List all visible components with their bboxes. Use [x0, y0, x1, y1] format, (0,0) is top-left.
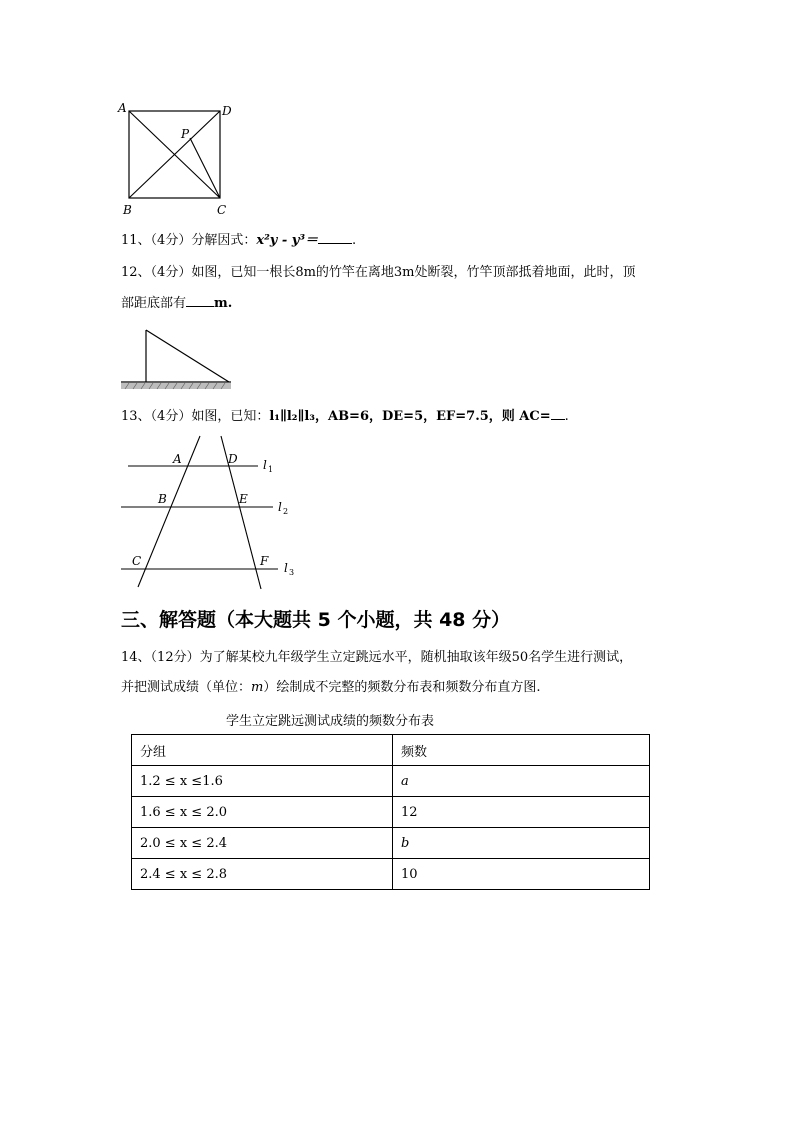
label-l2-sub: 2	[283, 507, 289, 516]
question-14-line1: 14、（12分）为了解某校九年级学生立定跳远水平，随机抽取该年级50名学生进行测试，	[121, 650, 633, 665]
q14-line2-pre: 并把测试成绩（单位：	[121, 680, 252, 695]
question-11	[121, 229, 356, 248]
parallel-lines-figure	[118, 432, 303, 592]
label-p: P	[181, 127, 190, 141]
question-12-line1: 12、（4分）如图，已知一根长8m的竹竿在离地3m处断裂，竹竿顶部抵着地面，此时，顶	[121, 265, 636, 280]
row-count: b	[393, 828, 650, 859]
q14-unit: m	[251, 680, 264, 695]
bamboo-figure	[121, 320, 233, 392]
label-l3-sub: 3	[289, 568, 295, 577]
q13-text: 13、（4分）如图，已知：	[121, 409, 270, 424]
q12-answer-blank[interactable]	[186, 294, 214, 307]
label-e: E	[239, 492, 248, 506]
q13-answer-blank[interactable]	[551, 407, 565, 420]
square-figure	[115, 98, 240, 220]
label-c: C	[132, 554, 142, 568]
section-3-title: 三、解答题（本大题共 5 个小题，共 48 分）	[121, 609, 511, 631]
transversal-df	[221, 436, 261, 589]
row-group: 2.4 ≤ x ≤ 2.8	[132, 859, 393, 890]
label-b: B	[158, 492, 167, 506]
segment-pc	[190, 138, 220, 198]
table-row	[132, 766, 650, 797]
q11-expression: x²y - y³＝	[256, 233, 319, 248]
q13-end: .	[564, 409, 569, 424]
row-group: 2.0 ≤ x ≤ 2.4	[132, 828, 393, 859]
q11-answer-blank[interactable]	[318, 231, 352, 244]
frequency-table	[131, 734, 650, 890]
question-13	[121, 405, 569, 424]
label-d: D	[222, 104, 232, 118]
table-header-row	[132, 735, 650, 766]
row-count: a	[393, 766, 650, 797]
table-row	[132, 797, 650, 828]
label-a: A	[118, 101, 127, 115]
question-12-line2	[121, 292, 232, 311]
label-l1: l	[263, 458, 267, 472]
q12-line2-post: m.	[214, 296, 233, 311]
row-count: 10	[393, 859, 650, 890]
table-row	[132, 859, 650, 890]
header-group: 分组	[132, 735, 393, 766]
label-a: A	[173, 452, 182, 466]
q13-expression: l₁∥l₂∥l₃，AB=6，DE=5，EF=7.5，则 AC=	[269, 409, 551, 424]
label-l2: l	[278, 500, 282, 514]
q11-end: .	[352, 233, 357, 248]
label-f: F	[260, 554, 269, 568]
row-group: 1.6 ≤ x ≤ 2.0	[132, 797, 393, 828]
question-14-line2	[121, 676, 540, 695]
table-row	[132, 828, 650, 859]
q14-line2-post: ）绘制成不完整的频数分布表和频数分布直方图.	[263, 680, 541, 695]
row-group: 1.2 ≤ x ≤1.6	[132, 766, 393, 797]
header-count: 频数	[393, 735, 650, 766]
q11-text: 11、（4分）分解因式：	[121, 233, 257, 248]
transversal-ac	[138, 436, 200, 587]
row-count: 12	[393, 797, 650, 828]
label-l3: l	[284, 561, 288, 575]
label-b: B	[123, 203, 132, 217]
label-c: C	[217, 203, 227, 217]
label-d: D	[228, 452, 238, 466]
q12-line2-pre: 部距底部有	[121, 296, 187, 311]
label-l1-sub: 1	[268, 465, 274, 474]
table-caption: 学生立定跳远测试成绩的频数分布表	[226, 714, 435, 729]
